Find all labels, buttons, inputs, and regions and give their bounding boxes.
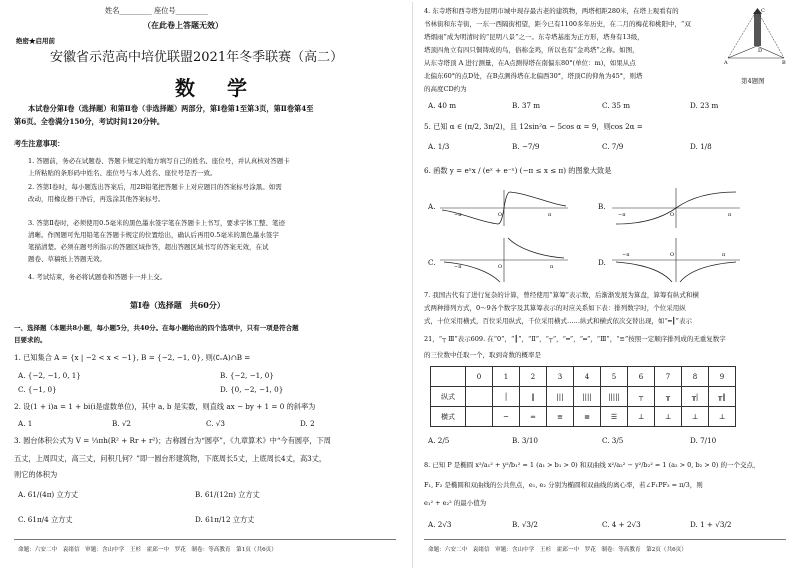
q2-stem: 2. 设(1 + i)a = 1 + bi(i是虚数单位)，其中 a, b 是实数，则直线 ax − by + 1 = 0 的斜率为 <box>14 402 316 411</box>
table-header-row <box>431 367 736 387</box>
q1-stem: 1. 已知集合 A = {x | −2 < x < −1}, B = {−2, −1, 0}, 则(∁ᵣA)∩B = <box>14 353 251 362</box>
note-line: 3. 答第Ⅱ卷时，必须使用0.5毫米的黑色墨水签字笔在答题卡上书写，要求字体工整、笔迹 <box>28 219 286 227</box>
table-cell: ╥| <box>682 387 709 407</box>
table-cell: ╥ <box>655 387 682 407</box>
point-label-c: C <box>761 8 765 14</box>
q4-stem-line: 塔烟雨”成为明清时的“昆明八景”之一。东寺塔基座为正方形，塔身有13级， <box>424 33 644 41</box>
table-cell <box>466 407 493 427</box>
q4-option-a: A. 40 m <box>428 101 457 110</box>
q4-figure-caption: 第4题图 <box>741 77 765 85</box>
table-cell: ||| <box>547 387 574 407</box>
q6-label-d: D. <box>598 258 606 267</box>
table-cell: |||| <box>574 387 601 407</box>
tick-pi: π <box>728 212 732 218</box>
table-cell: ⊥ <box>709 407 736 427</box>
table-cell: 5 <box>601 367 628 387</box>
q2-option-a: A. 1 <box>18 419 33 428</box>
q2-option-d: D. 2 <box>300 419 315 428</box>
tick-pi: π <box>550 264 554 270</box>
table-cell: 4 <box>574 367 601 387</box>
note-line: 1. 答题前，务必在试题卷、答题卡规定的地方填写自己的姓名、座位号，并认真核对答题卡 <box>28 157 290 165</box>
q7-stem-line: 式，十位采用横式，百位采用纵式，千位采用横式……纵式和横式依次交替出现，如“━┃”表示 <box>424 317 692 325</box>
table-cell <box>466 387 493 407</box>
tick-pi: π <box>722 252 726 258</box>
q5-option-d: D. 1/8 <box>690 142 712 151</box>
table-cell: ⊥ <box>682 407 709 427</box>
q8-stem-line: e₁² + e₂² 的最小值为 <box>424 499 487 507</box>
table-cell: 7 <box>655 367 682 387</box>
q4-option-c: C. 35 m <box>602 101 631 110</box>
q6-label-b: B. <box>598 202 606 211</box>
tick-neg-pi: −π <box>622 252 630 258</box>
q4-stem-line: 北偏东60°的点D处，在B点测得塔在北偏西30°，塔顶C的仰角为45°，则塔 <box>424 72 643 80</box>
footer-rule <box>424 539 786 540</box>
table-cell: ┬ <box>628 387 655 407</box>
table-cell: │ <box>493 387 520 407</box>
note-line: 上所粘贴的条形码中姓名、座位号与本人姓名、座位号是否一致。 <box>28 169 217 177</box>
secret-label: 绝密★启用前 <box>16 37 55 45</box>
q1-option-b: B. {−2, −1, 0} <box>220 371 274 380</box>
table-cell: ⊥ <box>628 407 655 427</box>
q5-stem: 5. 已知 α ∈ (π/2, 3π/2)，且 12sin²α − 5cos α = 9，则cos 2α = <box>424 122 643 131</box>
subject-title: 数 学 <box>175 76 253 100</box>
q5-option-b: B. −7/9 <box>512 142 540 151</box>
table-cell: ─ <box>493 407 520 427</box>
origin-label: O <box>670 212 675 218</box>
table-cell: 2 <box>520 367 547 387</box>
tick-neg-pi: −π <box>618 212 626 218</box>
section1-title: 第Ⅰ卷（选择题 共60分） <box>130 300 225 310</box>
table-cell: ☰ <box>601 407 628 427</box>
q2-option-c: C. √3 <box>206 419 225 428</box>
q8-option-c: C. 4 + 2√3 <box>602 520 641 529</box>
q1-option-d: D. {0, −2, −1, 0} <box>220 385 284 394</box>
q6-graph-d <box>612 236 742 284</box>
origin-label: O <box>498 264 503 270</box>
note-line: 2. 答第Ⅰ卷时，每小题选出答案后，用2B铅笔把答题卡上对应题目的答案标号涂黑。如需 <box>28 183 282 191</box>
counting-rods-table <box>430 366 736 427</box>
row-label-vertical: 纵式 <box>431 387 466 407</box>
column-divider <box>412 2 413 568</box>
q4-pagoda-figure <box>724 6 788 72</box>
table-cell: 9 <box>709 367 736 387</box>
q7-option-c: C. 3/5 <box>602 436 624 445</box>
row-label-horizontal: 横式 <box>431 407 466 427</box>
curve <box>508 238 564 258</box>
table-cell: 1 <box>493 367 520 387</box>
note-line: 4. 考试结束，务必将试题卷和答题卡一并上交。 <box>28 273 167 281</box>
q6-label-a: A. <box>428 202 436 211</box>
q7-stem-line: 21，“┬ Ⅲ”表示609. 在“0”，“┃”，“Ⅱ”，“┬”，“━”，“═”，“Ⅲ”，“≡”按照一定顺序排列成的无重复数字 <box>424 335 726 343</box>
point-label-a: A <box>724 60 728 66</box>
q3-stem-line: 3. 圆台体积公式为 V = ⅓πh(R² + Rr + r²)；古称圆台为“圆亭”，《九章算术》中“今有圆亭，下周 <box>14 436 331 445</box>
q4-stem-line: 从东寺塔顶 A 进行测量，在A点测得塔在南偏东80°(单位：m)，如果从点 <box>424 59 636 67</box>
table-cell: 3 <box>547 367 574 387</box>
point-label-d: D <box>758 48 763 54</box>
table-cell <box>431 367 466 387</box>
notes-title: 考生注意事项： <box>14 139 65 148</box>
table-cell: ≡ <box>547 407 574 427</box>
notice-text: （在此卷上答题无效） <box>143 20 223 30</box>
note-line: 笔描清楚。必须在题号所指示的答题区域作答，超出答题区域书写的答案无效，在试 <box>28 243 269 251</box>
q3-option-b: B. 61/(12π) 立方丈 <box>195 490 260 499</box>
curve <box>616 262 672 282</box>
point-label-b: B <box>782 60 786 66</box>
intro-line-1: 本试卷分第Ⅰ卷（选择题）和第Ⅱ卷（非选择题）两部分，第Ⅰ卷第1至第3页，第Ⅱ卷第4至 <box>28 104 314 113</box>
note-line: 清晰。作图题可先用铅笔在答题卡规定的位置绘出，确认后再用0.5毫米的黑色墨水签字 <box>28 231 279 239</box>
tick-neg-pi: −π <box>454 212 462 218</box>
q8-stem-line: F₁, F₂ 是椭圆和双曲线的公共焦点，e₁, e₂ 分别为椭圆和双曲线的离心率，若∠F₁PF₂ = π/3，则 <box>424 481 703 489</box>
name-seat-field: 姓名_________ 座位号_________ <box>105 6 208 15</box>
q8-option-b: B. √3/2 <box>512 520 538 529</box>
curve <box>444 262 503 282</box>
q4-option-b: B. 37 m <box>512 101 541 110</box>
q3-stem-line: 五丈，上周四丈，高三丈，问积几何？”即一圆台形建筑物，下底周长5丈，上底周长4丈，高3丈， <box>14 454 327 463</box>
q8-stem-line: 8. 已知 P 是椭圆 x²/a₁² + y²/b₁² = 1 (a₁ > b₁ > 0) 和双曲线 x²/a₂² − y²/b₂² = 1 (a₂ > 0, b₂ > 0) 的一个交点， <box>424 461 760 469</box>
origin-label: O <box>498 212 503 218</box>
q1-option-a: A. {−2, −1, 0, 1} <box>18 371 81 380</box>
q5-option-c: C. 7/9 <box>602 142 624 151</box>
figure-line <box>728 10 757 58</box>
table-cell: ═ <box>520 407 547 427</box>
table-cell: 0 <box>466 367 493 387</box>
figure-line <box>728 46 757 58</box>
footer-right: 命题：六安二中 袁绪信 审题：含山中学 王杉 霍邱一中 罗花 制卷：等高教育 第2页（共6页） <box>428 547 687 553</box>
table-cell: 8 <box>682 367 709 387</box>
q4-stem-line: 的高度CD约为 <box>424 85 467 93</box>
q6-stem: 6. 函数 y = eˣx / (eˣ + e⁻ˣ) (−π ≤ x ≤ π) 的图象大致是 <box>424 166 612 175</box>
q3-option-c: C. 61π/4 立方丈 <box>18 515 73 524</box>
q5-option-a: A. 1/3 <box>428 142 450 151</box>
q6-graph-b <box>612 186 742 230</box>
curve <box>680 262 736 282</box>
q7-option-a: A. 2/5 <box>428 436 450 445</box>
q7-stem-line: 式两种排列方式，0～9各个数字及其算筹表示的对应关系如下表：排列数字时，个位采用纵 <box>424 304 686 312</box>
q6-graph-c <box>440 236 570 284</box>
footer-rule <box>14 539 396 540</box>
table-cell: ╥‖ <box>709 387 736 407</box>
q3-option-a: A. 61/(4π) 立方丈 <box>18 490 79 499</box>
section1-intro-2: 目要求的。 <box>14 336 47 344</box>
q7-option-d: D. 7/10 <box>690 436 717 445</box>
table-row-horizontal <box>431 407 736 427</box>
section1-intro-1: 一、选择题（本题共8小题，每小题5分，共40分。在每小题给出的四个选项中，只有一项是符合题 <box>14 324 299 332</box>
q4-stem-line: 4. 东寺塔和西寺塔为昆明市城中现存最古老的建筑物，两塔相距280米，在塔上观看有的 <box>424 7 679 15</box>
q7-stem-line: 的三位数中任取一个，取到奇数的概率是 <box>424 351 541 359</box>
table-cell: ||||| <box>601 387 628 407</box>
q4-stem-line: 书林街和东寺街，一东一西隔街相望，距今已有1100多年历史，在二月的梅花和桃阳中，“双 <box>424 20 691 28</box>
pagoda-body <box>754 12 761 46</box>
q8-option-a: A. 2√3 <box>428 520 452 529</box>
table-cell: ⊥ <box>655 407 682 427</box>
q8-option-d: D. 1 + √3/2 <box>690 520 732 529</box>
tick-neg-pi: −π <box>454 264 462 270</box>
q3-option-d: D. 61π/12 立方丈 <box>195 515 255 524</box>
q7-option-b: B. 3/10 <box>512 436 538 445</box>
q6-graph-a <box>440 188 570 228</box>
note-line: 题卷、草稿纸上答题无效。 <box>28 255 106 263</box>
q3-stem-line: 则它的体积为 <box>14 470 58 479</box>
table-cell: ‖ <box>520 387 547 407</box>
note-line: 改动，用橡皮擦干净后，再选涂其他答案标号。 <box>28 195 165 203</box>
tick-pi: π <box>548 212 552 218</box>
q1-option-c: C. {−1, 0} <box>18 385 57 394</box>
intro-line-2: 第6页。全卷满分150分，考试时间120分钟。 <box>14 117 165 126</box>
q4-option-d: D. 23 m <box>690 101 719 110</box>
q6-label-c: C. <box>428 258 436 267</box>
footer-left: 命题：六安二中 袁绪信 审题：含山中学 王杉 霍邱一中 罗花 制卷：等高教育 第1页（共6页） <box>18 547 277 553</box>
q4-stem-line: 塔顶四角立有四只铜铸成的鸟，俗称金鸡，所以也有“金鸡塔”之称。如图， <box>424 46 639 54</box>
exam-title: 安徽省示范高中培优联盟2021年冬季联赛（高二） <box>50 50 344 65</box>
origin-label: O <box>670 252 675 258</box>
q7-stem-line: 7. 我国古代有了进行复杂的计算，曾经使用“算筹”表示数，后渐渐发展为算盘，算筹有纵式和横 <box>424 291 699 299</box>
table-row-vertical <box>431 387 736 407</box>
q2-option-b: B. √2 <box>112 419 132 428</box>
table-cell: ≣ <box>574 407 601 427</box>
table-cell: 6 <box>628 367 655 387</box>
